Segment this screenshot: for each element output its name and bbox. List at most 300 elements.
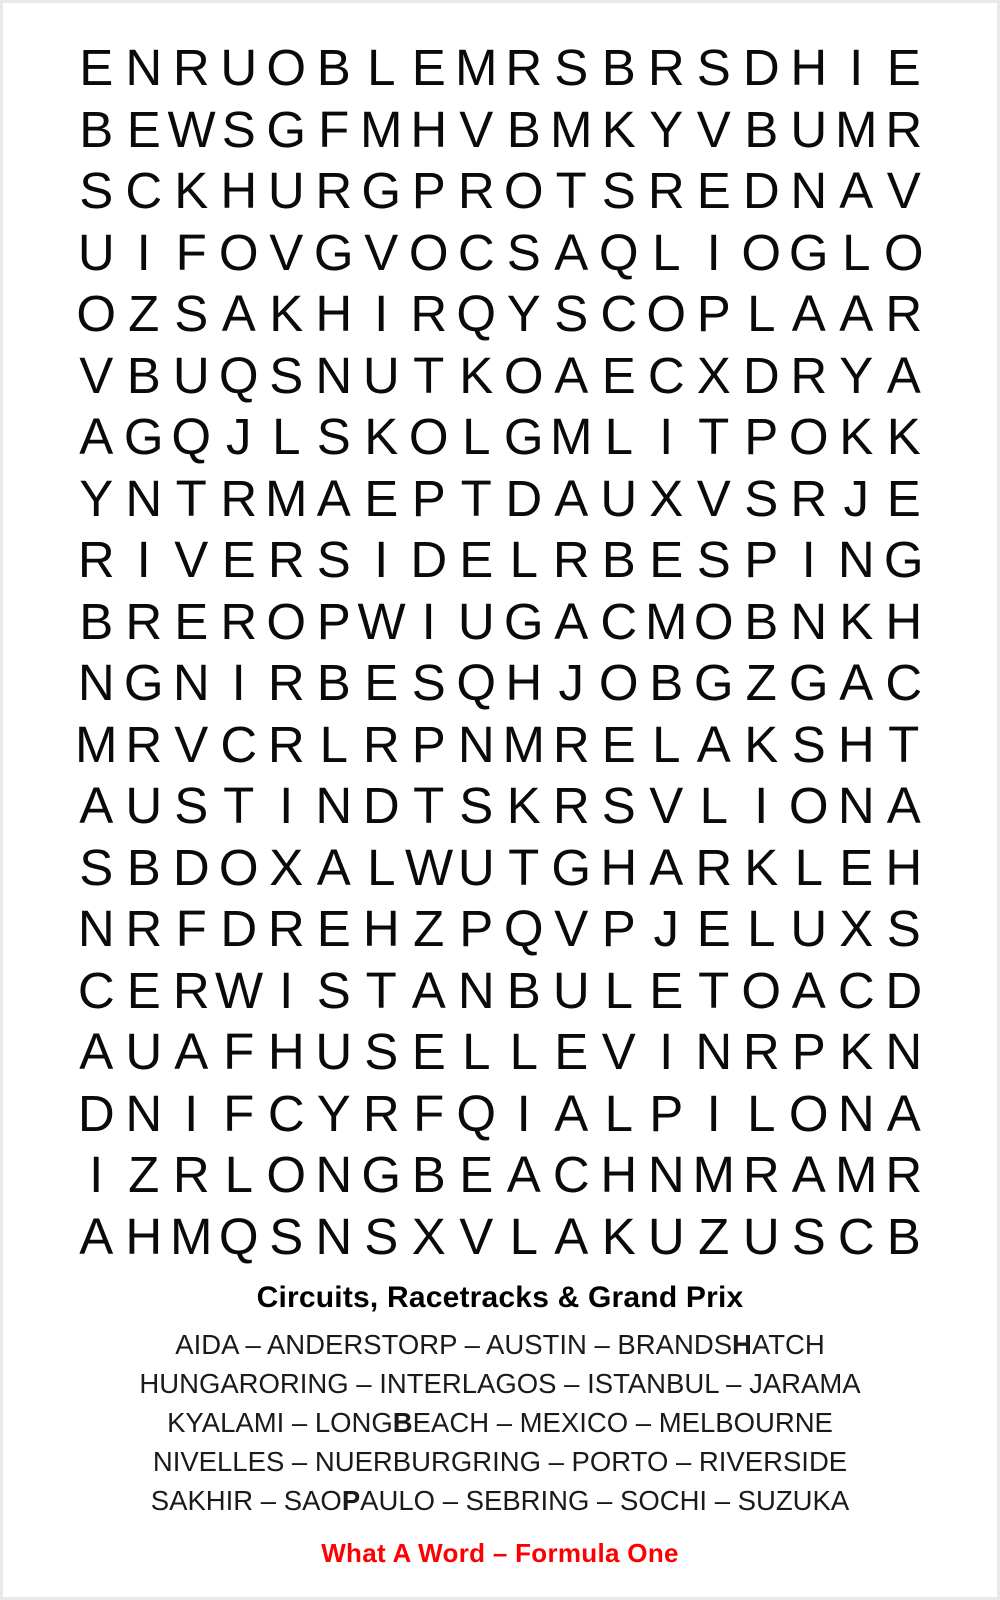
grid-letter: Y: [316, 1084, 351, 1142]
grid-letter: Q: [218, 346, 259, 404]
grid-letter: K: [269, 285, 304, 342]
grid-row: [73, 1206, 928, 1268]
grid-letter: T: [698, 408, 730, 465]
grid-letter: S: [886, 900, 921, 957]
grid-letter: A: [316, 838, 351, 896]
word-list-line: HUNGARORING – INTERLAGOS – ISTANBUL – JARAMA: [139, 1368, 861, 1399]
grid-letter: E: [316, 900, 351, 957]
grid-letter: R: [267, 654, 305, 711]
word-list-line: KYALAMI – LONGBEACH – MEXICO – MELBOURNE: [167, 1407, 833, 1438]
grid-letter: I: [659, 1023, 674, 1080]
grid-letter: A: [791, 285, 826, 342]
grid-letter: N: [125, 39, 163, 96]
grid-letter: I: [801, 531, 816, 588]
grid-letter: E: [364, 469, 399, 527]
word-list-line: SAKHIR – SAOPAULO – SEBRING – SOCHI – SUZUKA: [150, 1485, 850, 1516]
grid-letter: E: [839, 838, 874, 896]
grid-letter: H: [220, 162, 258, 219]
grid-letter: V: [459, 100, 494, 158]
grid-letter: U: [267, 162, 305, 219]
grid-letter: R: [410, 285, 448, 342]
grid-letter: B: [126, 346, 161, 404]
grid-letter: D: [742, 39, 780, 96]
grid-letter: S: [411, 654, 446, 711]
grid-letter: T: [460, 469, 492, 527]
grid-letter: R: [695, 838, 733, 896]
grid-letter: L: [604, 408, 633, 465]
grid-letter: I: [89, 1146, 104, 1203]
grid-letter: B: [411, 1146, 446, 1203]
grid-letter: O: [646, 285, 687, 342]
grid-letter: L: [509, 531, 538, 588]
grid-letter: P: [411, 162, 446, 219]
grid-letter: U: [362, 346, 400, 404]
grid-letter: I: [659, 408, 674, 465]
grid-row: [73, 345, 928, 407]
grid-letter: G: [693, 654, 734, 711]
grid-letter: V: [649, 777, 684, 834]
grid-letter: C: [885, 654, 923, 711]
grid-row: [73, 898, 928, 960]
grid-letter: G: [313, 223, 354, 281]
grid-letter: N: [125, 1084, 163, 1142]
grid-letter: I: [279, 777, 294, 834]
grid-letter: O: [408, 408, 449, 465]
grid-letter: A: [554, 346, 589, 404]
grid-letter: W: [215, 961, 264, 1019]
grid-letter: S: [554, 39, 589, 96]
grid-letter: V: [79, 346, 114, 404]
grid-letter: S: [269, 346, 304, 404]
grid-letter: K: [364, 408, 399, 465]
grid-letter: S: [696, 531, 731, 588]
letter-grid: [31, 37, 969, 1267]
grid-letter: O: [218, 223, 259, 281]
grid-letter: N: [315, 777, 353, 834]
grid-letter: F: [223, 1023, 255, 1080]
grid-letter: I: [516, 1084, 531, 1142]
grid-letter: I: [184, 1084, 199, 1142]
grid-letter: D: [77, 1084, 115, 1142]
grid-letter: U: [790, 100, 828, 158]
grid-letter: A: [791, 1146, 826, 1203]
grid-letter: H: [362, 900, 400, 957]
grid-row: [73, 837, 928, 899]
grid-letter: C: [552, 1146, 590, 1203]
grid-letter: A: [411, 961, 446, 1019]
grid-letter: N: [647, 1146, 685, 1203]
grid-letter: R: [362, 715, 400, 773]
grid-letter: R: [220, 592, 258, 650]
grid-letter: K: [744, 715, 779, 773]
grid-letter: G: [266, 100, 307, 158]
grid-letter: L: [272, 408, 301, 465]
grid-letter: H: [837, 715, 875, 773]
grid-letter: N: [315, 346, 353, 404]
grid-letter: A: [791, 961, 826, 1019]
grid-letter: H: [125, 1207, 163, 1265]
grid-letter: K: [174, 162, 209, 219]
grid-letter: L: [224, 1146, 253, 1203]
grid-letter: S: [174, 777, 209, 834]
grid-letter: R: [362, 1084, 400, 1142]
puzzle-title: Circuits, Racetracks & Grand Prix: [256, 1281, 744, 1314]
grid-letter: E: [364, 654, 399, 711]
grid-letter: Z: [413, 900, 445, 957]
grid-letter: S: [221, 100, 256, 158]
grid-row: [73, 1021, 928, 1083]
grid-letter: S: [459, 777, 494, 834]
grid-letter: A: [696, 715, 731, 773]
grid-letter: O: [266, 592, 307, 650]
word-list: [31, 1325, 969, 1520]
grid-letter: D: [172, 838, 210, 896]
grid-letter: B: [506, 100, 541, 158]
grid-letter: L: [509, 1023, 538, 1080]
grid-letter: H: [267, 1023, 305, 1080]
grid-letter: Z: [128, 285, 160, 342]
grid-letter: K: [839, 408, 874, 465]
grid-letter: Q: [456, 654, 497, 711]
grid-letter: E: [126, 961, 161, 1019]
grid-letter: X: [649, 469, 684, 527]
grid-letter: G: [788, 654, 829, 711]
grid-letter: N: [837, 531, 875, 588]
grid-letter: D: [742, 162, 780, 219]
grid-letter: P: [696, 285, 731, 342]
grid-letter: J: [653, 900, 679, 957]
grid-letter: R: [172, 39, 210, 96]
grid-letter: X: [269, 838, 304, 896]
grid-letter: M: [502, 715, 545, 773]
grid-letter: R: [790, 346, 828, 404]
grid-letter: G: [503, 592, 544, 650]
page-content: [3, 3, 997, 1597]
grid-letter: N: [695, 1023, 733, 1080]
grid-letter: O: [266, 1146, 307, 1203]
grid-letter: C: [267, 1084, 305, 1142]
grid-letter: H: [885, 838, 923, 896]
grid-letter: N: [77, 900, 115, 957]
grid-letter: O: [741, 961, 782, 1019]
grid-letter: L: [842, 223, 871, 281]
grid-row: [73, 468, 928, 530]
grid-letter: B: [506, 961, 541, 1019]
grid-letter: U: [457, 838, 495, 896]
grid-letter: Q: [503, 900, 544, 957]
grid-letter: O: [503, 346, 544, 404]
grid-letter: M: [692, 1146, 735, 1203]
grid-letter: C: [837, 1207, 875, 1265]
grid-letter: G: [551, 838, 592, 896]
grid-letter: B: [316, 39, 351, 96]
grid-letter: C: [77, 961, 115, 1019]
grid-letter: A: [221, 285, 256, 342]
grid-letter: N: [315, 1207, 353, 1265]
grid-letter: U: [647, 1207, 685, 1265]
grid-letter: V: [696, 100, 731, 158]
grid-letter: D: [362, 777, 400, 834]
grid-letter: O: [693, 592, 734, 650]
grid-letter: A: [506, 1146, 541, 1203]
grid-letter: M: [835, 100, 878, 158]
grid-letter: U: [742, 1207, 780, 1265]
grid-letter: M: [455, 39, 498, 96]
grid-letter: I: [231, 654, 246, 711]
grid-letter: Y: [649, 100, 684, 158]
grid-letter: R: [457, 162, 495, 219]
grid-letter: C: [647, 346, 685, 404]
grid-letter: Q: [598, 223, 639, 281]
grid-letter: O: [788, 777, 829, 834]
grid-letter: L: [652, 715, 681, 773]
grid-letter: A: [554, 223, 589, 281]
grid-letter: K: [601, 100, 636, 158]
grid-letter: T: [223, 777, 255, 834]
grid-letter: A: [554, 1207, 589, 1265]
grid-letter: C: [220, 715, 258, 773]
grid-letter: A: [79, 1207, 114, 1265]
grid-letter: O: [741, 223, 782, 281]
grid-letter: E: [554, 1023, 589, 1080]
grid-letter: S: [791, 1207, 826, 1265]
grid-letter: O: [76, 285, 117, 342]
grid-letter: W: [357, 592, 406, 650]
grid-letter: I: [136, 531, 151, 588]
grid-row: [73, 960, 928, 1022]
grid-letter: T: [698, 961, 730, 1019]
grid-letter: R: [647, 39, 685, 96]
grid-letter: L: [604, 961, 633, 1019]
grid-letter: T: [888, 715, 920, 773]
grid-letter: D: [885, 961, 923, 1019]
grid-letter: L: [367, 39, 396, 96]
grid-letter: R: [647, 162, 685, 219]
grid-letter: K: [839, 592, 874, 650]
grid-letter: S: [744, 469, 779, 527]
grid-letter: T: [413, 777, 445, 834]
grid-letter: G: [123, 654, 164, 711]
grid-letter: T: [555, 162, 587, 219]
grid-letter: K: [886, 408, 921, 465]
grid-letter: N: [77, 654, 115, 711]
grid-letter: S: [79, 838, 114, 896]
grid-letter: A: [839, 654, 874, 711]
grid-letter: S: [364, 1207, 399, 1265]
grid-letter: H: [885, 592, 923, 650]
grid-letter: O: [218, 838, 259, 896]
grid-letter: R: [885, 100, 923, 158]
grid-letter: I: [849, 39, 864, 96]
grid-row: [73, 283, 928, 345]
grid-letter: H: [600, 838, 638, 896]
grid-letter: A: [554, 1084, 589, 1142]
grid-letter: X: [411, 1207, 446, 1265]
grid-letter: L: [604, 1084, 633, 1142]
grid-letter: N: [125, 469, 163, 527]
grid-letter: J: [226, 408, 252, 465]
grid-row: [73, 160, 928, 222]
grid-letter: J: [843, 469, 869, 527]
grid-letter: L: [747, 285, 776, 342]
grid-letter: U: [552, 961, 590, 1019]
grid-letter: U: [315, 1023, 353, 1080]
grid-letter: M: [75, 715, 118, 773]
grid-letter: L: [652, 223, 681, 281]
grid-letter: A: [174, 1023, 209, 1080]
grid-letter: L: [367, 838, 396, 896]
grid-letter: K: [744, 838, 779, 896]
grid-letter: R: [172, 1146, 210, 1203]
grid-letter: V: [364, 223, 399, 281]
grid-letter: L: [319, 715, 348, 773]
grid-letter: A: [554, 592, 589, 650]
grid-letter: W: [405, 838, 454, 896]
grid-letter: H: [410, 100, 448, 158]
grid-letter: U: [600, 469, 638, 527]
grid-letter: X: [839, 900, 874, 957]
grid-letter: G: [361, 1146, 402, 1203]
grid-letter: B: [79, 100, 114, 158]
grid-letter: U: [125, 1023, 163, 1080]
grid-letter: N: [837, 777, 875, 834]
grid-letter: F: [413, 1084, 445, 1142]
grid-letter: R: [505, 39, 543, 96]
word-list-line: AIDA – ANDERSTORP – AUSTIN – BRANDSHATCH: [175, 1329, 825, 1360]
grid-letter: V: [174, 715, 209, 773]
grid-letter: V: [269, 223, 304, 281]
grid-letter: D: [742, 346, 780, 404]
grid-letter: E: [411, 1023, 446, 1080]
grid-letter: T: [508, 838, 540, 896]
grid-row: [73, 1144, 928, 1206]
grid-letter: A: [554, 469, 589, 527]
grid-letter: L: [462, 408, 491, 465]
grid-letter: S: [316, 408, 351, 465]
grid-letter: M: [360, 100, 403, 158]
grid-row: [73, 652, 928, 714]
grid-letter: M: [645, 592, 688, 650]
grid-letter: I: [374, 285, 389, 342]
footer-credit: What A Word – Formula One: [321, 1538, 679, 1568]
grid-letter: K: [839, 1023, 874, 1080]
grid-letter: R: [552, 777, 590, 834]
grid-letter: R: [125, 715, 163, 773]
grid-letter: O: [788, 1084, 829, 1142]
grid-letter: Q: [218, 1207, 259, 1265]
grid-row: [73, 37, 928, 99]
grid-letter: D: [220, 900, 258, 957]
grid-row: [73, 406, 928, 468]
grid-letter: L: [794, 838, 823, 896]
grid-letter: T: [175, 469, 207, 527]
grid-letter: L: [462, 1023, 491, 1080]
grid-letter: L: [699, 777, 728, 834]
grid-letter: K: [506, 777, 541, 834]
grid-letter: E: [696, 162, 731, 219]
grid-letter: V: [886, 162, 921, 219]
grid-letter: E: [886, 39, 921, 96]
grid-letter: U: [457, 592, 495, 650]
grid-row: [73, 775, 928, 837]
grid-letter: V: [554, 900, 589, 957]
grid-letter: O: [266, 39, 307, 96]
grid-letter: A: [79, 1023, 114, 1080]
grid-letter: P: [316, 592, 351, 650]
grid-letter: Z: [698, 1207, 730, 1265]
grid-letter: R: [552, 715, 590, 773]
grid-letter: B: [601, 39, 636, 96]
grid-letter: Q: [456, 285, 497, 342]
grid-letter: G: [503, 408, 544, 465]
grid-letter: A: [839, 285, 874, 342]
grid-letter: C: [600, 285, 638, 342]
grid-letter: G: [883, 531, 924, 588]
grid-letter: G: [361, 162, 402, 219]
grid-letter: A: [79, 408, 114, 465]
grid-letter: I: [706, 223, 721, 281]
grid-letter: H: [600, 1146, 638, 1203]
grid-letter: U: [125, 777, 163, 834]
grid-letter: B: [649, 654, 684, 711]
grid-letter: F: [175, 223, 207, 281]
grid-letter: E: [79, 39, 114, 96]
grid-letter: S: [791, 715, 826, 773]
grid-letter: C: [600, 592, 638, 650]
grid-letter: R: [172, 961, 210, 1019]
grid-letter: I: [279, 961, 294, 1019]
grid-letter: N: [315, 1146, 353, 1203]
grid-letter: B: [744, 100, 779, 158]
grid-letter: Y: [839, 346, 874, 404]
grid-letter: L: [509, 1207, 538, 1265]
grid-letter: J: [558, 654, 584, 711]
grid-letter: R: [267, 900, 305, 957]
grid-row: [73, 222, 928, 284]
grid-letter: S: [554, 285, 589, 342]
grid-letter: D: [505, 469, 543, 527]
grid-letter: V: [459, 1207, 494, 1265]
grid-row: [73, 714, 928, 776]
grid-letter: Y: [79, 469, 114, 527]
grid-letter: E: [601, 346, 636, 404]
grid-letter: S: [506, 223, 541, 281]
grid-letter: I: [421, 592, 436, 650]
grid-letter: A: [839, 162, 874, 219]
grid-letter: V: [601, 1023, 636, 1080]
grid-letter: Q: [171, 408, 212, 465]
grid-letter: P: [601, 900, 636, 957]
grid-letter: Z: [745, 654, 777, 711]
grid-letter: P: [744, 531, 779, 588]
grid-letter: N: [885, 1023, 923, 1080]
grid-letter: C: [457, 223, 495, 281]
grid-letter: N: [457, 715, 495, 773]
grid-letter: I: [136, 223, 151, 281]
grid-letter: P: [411, 469, 446, 527]
grid-letter: S: [79, 162, 114, 219]
grid-letter: A: [649, 838, 684, 896]
grid-letter: U: [77, 223, 115, 281]
grid-letter: I: [374, 531, 389, 588]
grid-letter: X: [696, 346, 731, 404]
grid-letter: N: [457, 961, 495, 1019]
grid-letter: G: [788, 223, 829, 281]
grid-letter: A: [886, 777, 921, 834]
grid-letter: E: [126, 100, 161, 158]
grid-letter: E: [601, 715, 636, 773]
grid-letter: I: [754, 777, 769, 834]
